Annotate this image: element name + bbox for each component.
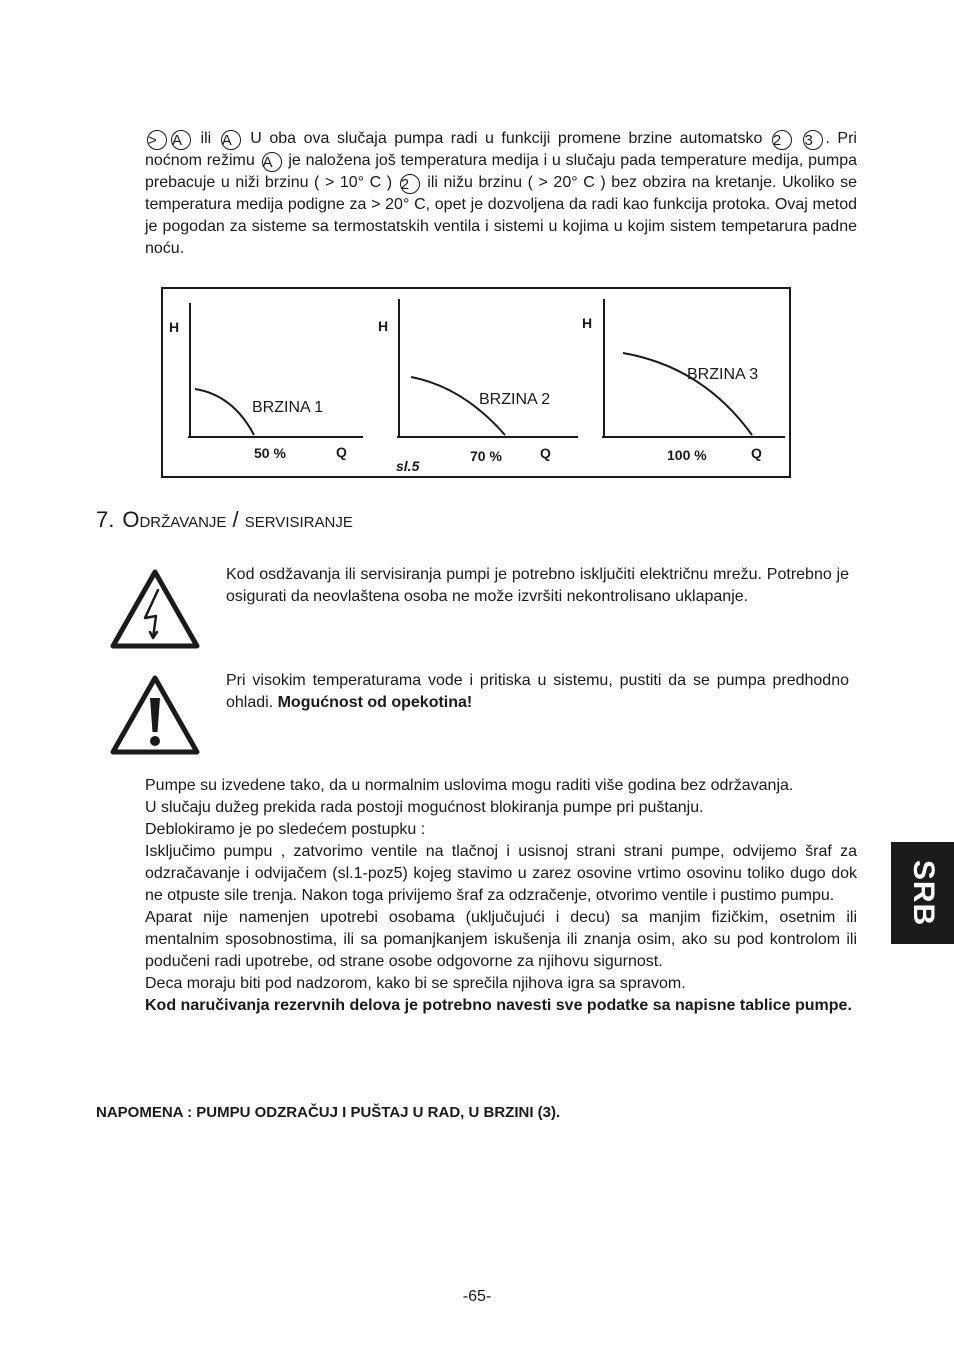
symbol-night-a: A [221,130,241,150]
symbol-greater-than: > [147,130,167,150]
figure-caption: sl.5 [396,458,420,474]
maintenance-p6: Deca moraju biti pod nadzorom, kako bi se sprečila njihova igra sa spravom. [145,975,686,992]
chart1-curve [195,389,254,435]
exclamation-warning-icon [109,674,201,756]
chart3-xlabel: Q [751,445,762,461]
maintenance-p4: Isključimo pumpu , zatvorimo ventile na tlačnoj i usisnoj strani strani pumpe, odvijemo šraf za odzračavanje i odvijačem (sl.1-poz5) kojeg stavimo u zarez osovine vrtimo osovinu toliko dugo dok ne otpuste sile trenja. Nakon toga privijemo šraf za odzračenje, otvorimo ventile i pustimo pumpu. [145,843,857,904]
chart2-xlabel: Q [540,445,551,461]
warning1-text: Kod osdžavanja ili servisiranja pumpi je potrebno isključiti električnu mrežu. Potrebno je osigurati da neovlaštena osoba ne može izvršiti nekontrolisano uklapanje. [226,566,849,605]
maintenance-p5: Aparat nije namenjen upotrebi osobama (uključujući i decu) sa manjim fizičkim, osetnim ili mentalnim sposobnostima, ili sa pomanjkanjem iskušenja ili znanja osim, ako su pod kontrolom ili podučeni radi upotrebe, od strane osobe odgovorne za njihovu sigurnost. [145,909,857,970]
language-tab [891,842,954,944]
warning2-text: Pri visokim temperaturama vode i pritiska u sistemu, pustiti da se pumpa predhodno ohladi. Mogućnost od opekotina! [226,672,849,711]
warning2-bold: Mogućnost od opekotina! [277,694,473,711]
chart3-ylabel: H [582,315,593,331]
maintenance-p7: Kod naručivanja rezervnih delova je potrebno navesti sve podatke sa napisne tablice pumpe. [145,997,852,1014]
chart2-x-marker: 70 % [470,448,502,464]
section-title: Održavanje / servisiranje [122,507,353,532]
chart1-series-label: BRZINA 1 [252,399,324,416]
chart1-x-marker: 50 % [254,445,286,461]
chart2-series-label: BRZINA 2 [479,391,551,408]
maintenance-p3: Deblokiramo je po sledećem postupku : [145,821,426,838]
language-tab-label: SRB [906,859,940,927]
chart1-ylabel: H [169,319,180,335]
symbol-speed-2b: 2 [400,174,420,194]
electric-hazard-icon [109,568,201,650]
chart2-ylabel: H [378,318,389,334]
symbol-night-a-2: A [262,152,282,172]
section-heading [96,507,353,533]
symbol-speed-2: 2 [772,130,792,150]
chart-brzina-3 [582,299,785,463]
chart-brzina-2 [378,299,578,464]
page-number: -65- [462,1288,492,1305]
maintenance-text [145,775,857,1017]
symbol-speed-3: 3 [803,130,823,150]
maintenance-p2: U slučaju dužeg prekida rada postoji mogućnost blokiranja pumpe pri puštanju. [145,799,704,816]
intro-paragraph: > A ili A U oba ova slučaja pumpa radi u funkciji promene brzine automatsko 2 3 . Pri noćnom režimu A je naložena još temperatura medija i u slučaju pada temperature medija, pumpa prebacuje u niži brzinu ( > 10° C ) 2 ili nižu brzinu ( > 20° C ) bez obzira na kretanje. Ukoliko se temperatura medija podigne za > 20° C, opet je dozvoljena da radi kao funkcija protoka. Ovaj metod je pogodan za sisteme sa termostatskih ventila i sistemi u kojima u kojim sistem tempetarura padne noću. [145,130,858,257]
chart1-xlabel: Q [336,444,347,460]
chart3-series-label: BRZINA 3 [687,366,759,383]
speed-curves-figure [161,287,791,478]
chart3-x-marker: 100 % [667,447,707,463]
maintenance-p1: Pumpe su izvedene tako, da u normalnim uslovima mogu raditi više godina bez održavanja. [145,777,794,794]
speed-curves-svg [163,289,793,480]
note-text: NAPOMENA : PUMPU ODZRAČUJ I PUŠTAJ U RAD, U BRZINI (3). [96,1104,561,1121]
symbol-auto-a: A [171,130,191,150]
chart-brzina-1 [169,303,363,461]
section-number: 7. [96,507,115,532]
